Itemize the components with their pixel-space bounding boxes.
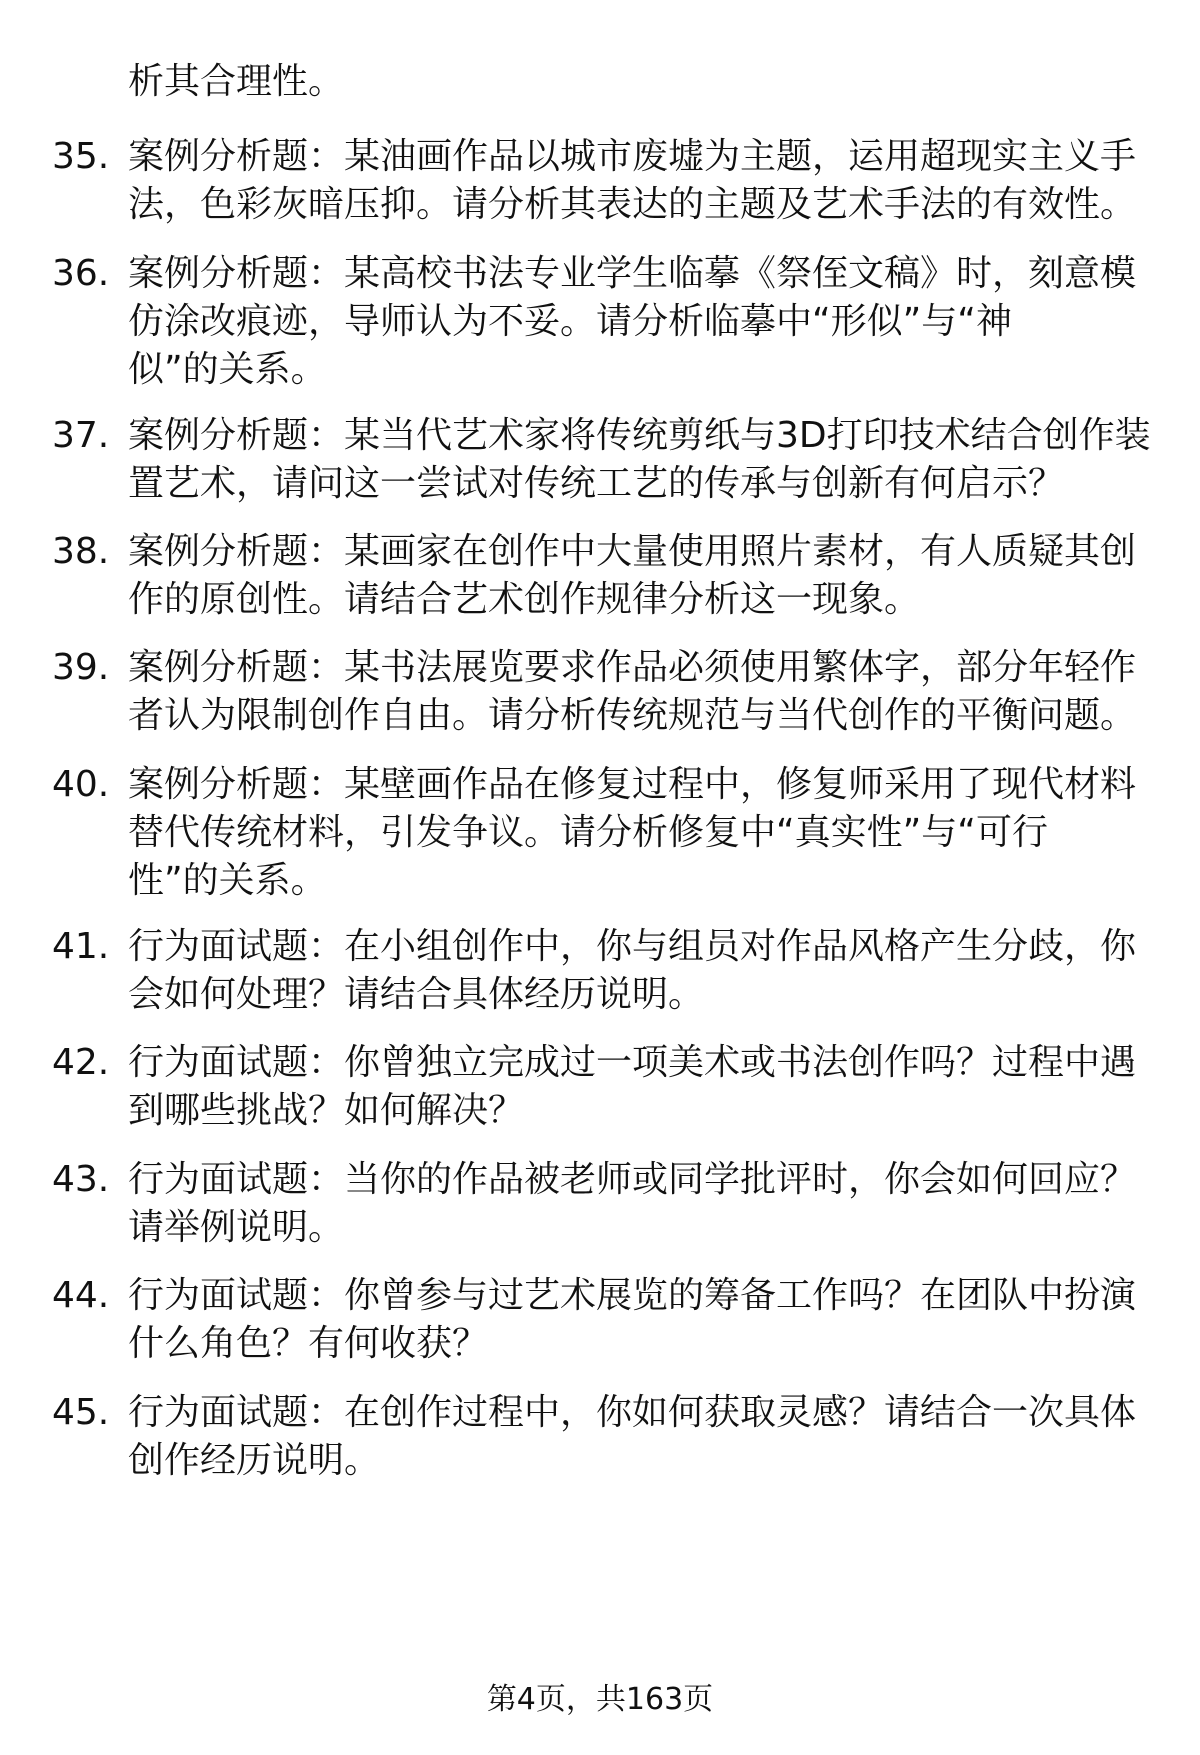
question-line: 案例分析题：某画家在创作中大量使用照片素材，有人质疑其创 xyxy=(128,531,1137,572)
question-line: 行为面试题：在创作过程中，你如何获取灵感？请结合一次具体 xyxy=(128,1392,1137,1433)
question-text xyxy=(128,412,1168,508)
question-line: 性”的关系。 xyxy=(128,860,327,901)
question-line: 行为面试题：当你的作品被老师或同学批评时，你会如何回应？ xyxy=(128,1159,1137,1200)
question-line: 行为面试题：你曾参与过艺术展览的筹备工作吗？在团队中扮演 xyxy=(128,1275,1137,1316)
question-text xyxy=(128,133,1168,229)
question-text xyxy=(128,250,1168,394)
question-line: 案例分析题：某书法展览要求作品必须使用繁体字，部分年轻作 xyxy=(128,647,1137,688)
question-text xyxy=(128,528,1168,624)
question-number: 41. xyxy=(52,926,110,967)
question-line: 仿涂改痕迹，导师认为不妥。请分析临摹中“形似”与“神 xyxy=(128,301,1012,342)
question-number: 38. xyxy=(52,531,110,572)
question-number: 35. xyxy=(52,136,110,177)
question-line: 到哪些挑战？如何解决？ xyxy=(128,1090,525,1131)
question-text xyxy=(128,1272,1168,1368)
question-text xyxy=(128,1156,1168,1252)
question-line: 创作经历说明。 xyxy=(128,1440,381,1481)
question-number: 43. xyxy=(52,1159,110,1200)
question-number: 37. xyxy=(52,415,110,456)
question-line: 案例分析题：某高校书法专业学生临摹《祭侄文稿》时，刻意模 xyxy=(128,253,1137,294)
question-line: 置艺术，请问这一尝试对传统工艺的传承与创新有何启示？ xyxy=(128,463,1065,504)
page-footer: 第4页，共163页 xyxy=(486,1682,714,1717)
question-line: 作的原创性。请结合艺术创作规律分析这一现象。 xyxy=(128,579,921,620)
question-line: 会如何处理？请结合具体经历说明。 xyxy=(128,974,705,1015)
question-text xyxy=(128,1039,1168,1135)
question-number: 45. xyxy=(52,1392,110,1433)
question-text xyxy=(128,1389,1168,1485)
question-line: 行为面试题：在小组创作中，你与组员对作品风格产生分歧，你 xyxy=(128,926,1137,967)
question-line: 者认为限制创作自由。请分析传统规范与当代创作的平衡问题。 xyxy=(128,695,1137,736)
question-text xyxy=(128,761,1168,905)
question-line: 似”的关系。 xyxy=(128,349,327,390)
question-number: 39. xyxy=(52,647,110,688)
question-line: 法，色彩灰暗压抑。请分析其表达的主题及艺术手法的有效性。 xyxy=(128,184,1137,225)
question-line: 案例分析题：某油画作品以城市废墟为主题，运用超现实主义手 xyxy=(128,136,1137,177)
continued-line: 析其合理性。 xyxy=(128,61,345,102)
question-line: 什么角色？有何收获？ xyxy=(128,1323,489,1364)
question-line: 行为面试题：你曾独立完成过一项美术或书法创作吗？过程中遇 xyxy=(128,1042,1137,1083)
question-number: 44. xyxy=(52,1275,110,1316)
question-text xyxy=(128,923,1168,1019)
question-line: 替代传统材料，引发争议。请分析修复中“真实性”与“可行 xyxy=(128,812,1048,853)
question-text xyxy=(128,644,1168,740)
question-line: 案例分析题：某壁画作品在修复过程中，修复师采用了现代材料 xyxy=(128,764,1137,805)
question-line: 案例分析题：某当代艺术家将传统剪纸与3D打印技术结合创作装 xyxy=(128,415,1151,456)
question-number: 42. xyxy=(52,1042,110,1083)
question-number: 36. xyxy=(52,253,110,294)
question-number: 40. xyxy=(52,764,110,805)
question-line: 请举例说明。 xyxy=(128,1207,345,1248)
